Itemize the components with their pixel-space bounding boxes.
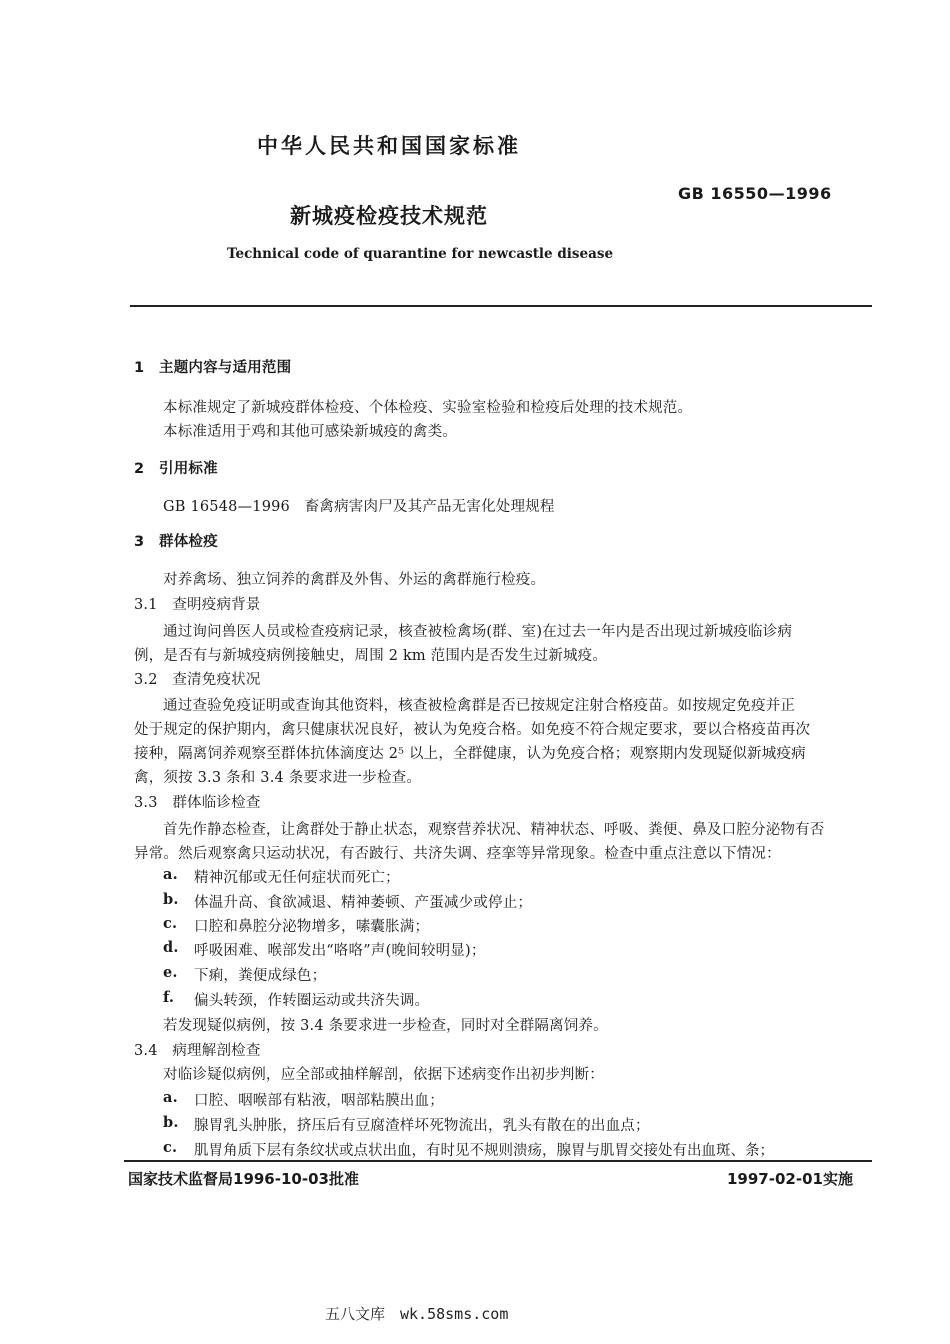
section-3-2-line: 通过查验免疫证明或查询其他资料，核查被检禽群是否已按规定注射合格疫苗。如按规定免疫并正 <box>163 698 796 714</box>
list-item-text: 体温升高、食欲减退、精神萎顿、产蛋减少或停止； <box>194 895 533 911</box>
section-3-intro: 对养禽场、独立饲养的禽群及外售、外运的禽群施行检疫。 <box>163 572 546 588</box>
list-item-letter: a. <box>163 1089 178 1106</box>
list-item-text: 偏头转颈，作转圈运动或共济失调。 <box>194 993 430 1009</box>
reference-standard: GB 16548—1996 畜禽病害肉尸及其产品无害化处理规程 <box>163 499 555 515</box>
section-3-3-line: 异常。然后观察禽只运动状况，有否跛行、共济失调、痉挛等异常现象。检查中重点注意以下情况： <box>134 846 781 862</box>
section-3-1-line: 例，是否有与新城疫病例接触史，周围 2 km 范围内是否发生过新城疫。 <box>134 648 608 664</box>
section-1-heading: 1 主题内容与适用范围 <box>134 360 292 376</box>
list-item-text: 口腔、咽喉部有粘液，咽部粘膜出血； <box>194 1093 444 1109</box>
section-3-4-line: 对临诊疑似病例，应全部或抽样解剖，依据下述病变作出初步判断： <box>163 1067 604 1083</box>
section-2-heading: 2 引用标准 <box>134 461 218 477</box>
section-3-3-after: 若发现疑似病例，按 3.4 条要求进一步检查，同时对全群隔离饲养。 <box>163 1018 608 1034</box>
effective-date: 1997-02-01实施 <box>727 1170 853 1188</box>
watermark-text: 五八文库 wk.58sms.com <box>325 1305 509 1323</box>
list-item-letter: c. <box>163 915 178 932</box>
list-item-text: 下痢，粪便成绿色； <box>194 968 327 984</box>
section-3-4-heading: 3.4 病理解剖检查 <box>134 1043 261 1059</box>
section-3-3-line: 首先作静态检查，让禽群处于静止状态，观察营养状况、精神状态、呼吸、粪便、鼻及口腔分泌物有否 <box>163 822 825 838</box>
section-1-paragraph: 本标准规定了新城疫群体检疫、个体检疫、实验室检验和检疫后处理的技术规范。 <box>163 400 693 416</box>
section-3-1-line: 通过询问兽医人员或检查疫病记录，核查被检禽场(群、室)在过去一年内是否出现过新城疫临诊病 <box>163 624 793 640</box>
section-3-2-line: 处于规定的保护期内，禽只健康状况良好，被认为免疫合格。如免疫不符合规定要求，要以合格疫苗再次 <box>134 722 811 738</box>
list-item-letter: b. <box>163 1114 179 1131</box>
section-1-paragraph: 本标准适用于鸡和其他可感染新城疫的禽类。 <box>163 424 457 440</box>
list-item-text: 口腔和鼻腔分泌物增多，嗉囊胀满； <box>194 919 430 935</box>
section-3-2-line: 禽，须按 3.3 条和 3.4 条要求进一步检查。 <box>134 770 422 786</box>
list-item-text: 精神沉郁或无任何症状而死亡； <box>194 870 400 886</box>
header-divider <box>130 305 872 307</box>
footer-divider <box>124 1160 872 1162</box>
list-item-letter: b. <box>163 891 179 908</box>
list-item-letter: f. <box>163 989 175 1006</box>
approval-date: 国家技术监督局1996-10-03批准 <box>128 1170 359 1188</box>
national-standard-title: 中华人民共和国国家标准 <box>257 134 521 158</box>
section-3-heading: 3 群体检疫 <box>134 534 218 550</box>
list-item-letter: a. <box>163 866 178 883</box>
section-3-3-heading: 3.3 群体临诊检查 <box>134 795 261 811</box>
section-3-2-heading: 3.2 查清免疫状况 <box>134 672 261 688</box>
list-item-text: 肌胃角质下层有条纹状或点状出血，有时见不规则溃疡，腺胃与肌胃交接处有出血斑、条； <box>194 1143 774 1159</box>
list-item-text: 腺胃乳头肿胀，挤压后有豆腐渣样坏死物流出，乳头有散在的出血点； <box>194 1118 650 1134</box>
list-item-text: 呼吸困难、喉部发出“咯咯”声(晚间较明显)； <box>194 943 486 959</box>
section-3-2-line: 接种，隔离饲养观察至群体抗体滴度达 2⁵ 以上，全群健康，认为免疫合格；观察期内发现疑似新城疫病 <box>134 746 806 762</box>
document-title: 新城疫检疫技术规范 <box>290 204 488 228</box>
list-item-letter: e. <box>163 964 178 981</box>
section-3-1-heading: 3.1 查明疫病背景 <box>134 597 261 613</box>
list-item-letter: c. <box>163 1139 178 1156</box>
document-title-english: Technical code of quarantine for newcastle disease <box>227 246 614 262</box>
list-item-letter: d. <box>163 939 179 956</box>
standard-code: GB 16550—1996 <box>678 184 832 203</box>
